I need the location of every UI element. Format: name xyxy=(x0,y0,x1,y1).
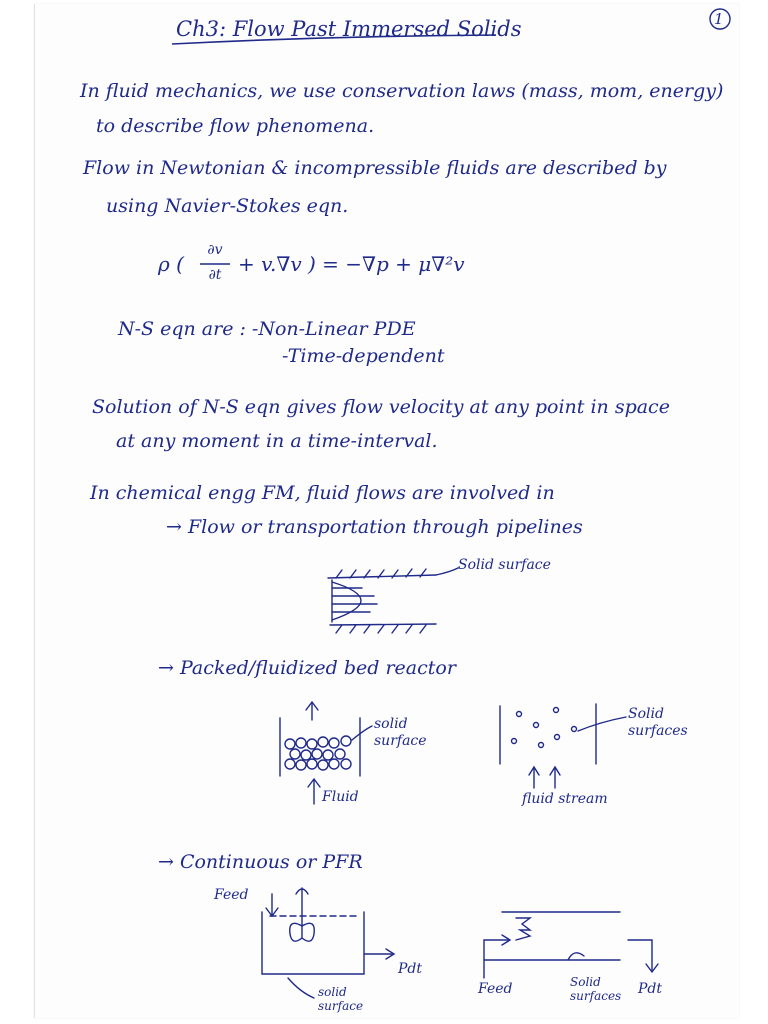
fluidized-bed-sketch xyxy=(500,704,626,788)
bullet-packed-bed: → Packed/fluidized bed reactor xyxy=(158,657,456,679)
label-feed-left: Feed xyxy=(214,887,249,903)
label-fluid: Fluid xyxy=(322,789,359,805)
intro-line-4: using Navier-Stokes eqn. xyxy=(106,195,349,217)
label-solid-surfaces-bottom-right: Solid surfaces xyxy=(570,975,622,1003)
solution-line-2: at any moment in a time-interval. xyxy=(116,430,438,452)
label-feed-right: Feed xyxy=(478,981,513,997)
ns-equation-rest: + v.∇v ) = −∇p + μ∇²v xyxy=(238,252,465,276)
intro-line-2: to describe flow phenomena. xyxy=(96,115,375,137)
label-bed-solid-surface: solid surface xyxy=(374,716,427,749)
label-pipe-solid-surface: Solid surface xyxy=(458,557,551,573)
bullet-pipelines: → Flow or transportation through pipelines xyxy=(166,516,583,538)
label-pdt-left: Pdt xyxy=(398,961,423,977)
solution-line-1: Solution of N-S eqn gives flow velocity at any point in space xyxy=(92,396,670,418)
ns-properties-line-1: N-S eqn are : -Non-Linear PDE xyxy=(118,318,416,340)
chem-intro-line: In chemical engg FM, fluid flows are involved in xyxy=(90,482,555,504)
ns-properties-line-2: -Time-dependent xyxy=(282,345,445,367)
ns-equation-prefix: ρ ( xyxy=(158,252,184,276)
ns-equation-dt: ∂t xyxy=(208,267,222,283)
page-number: 1 xyxy=(714,10,724,28)
page-title: Ch3: Flow Past Immersed Solids xyxy=(176,17,522,41)
intro-line-3: Flow in Newtonian & incompressible fluids are described by xyxy=(83,157,667,179)
bullet-continuous-pfr: → Continuous or PFR xyxy=(158,851,363,873)
label-fluid-stream: fluid stream xyxy=(522,791,608,807)
label-solid-surface-bottom: solid surface xyxy=(318,985,364,1013)
label-pdt-right: Pdt xyxy=(638,981,663,997)
intro-line-1: In fluid mechanics, we use conservation laws (mass, mom, energy) xyxy=(80,80,724,102)
ns-equation-dv: ∂v xyxy=(207,242,223,258)
pipe-flow-sketch xyxy=(328,568,458,633)
label-solid-surfaces-right: Solid surfaces xyxy=(628,706,688,739)
